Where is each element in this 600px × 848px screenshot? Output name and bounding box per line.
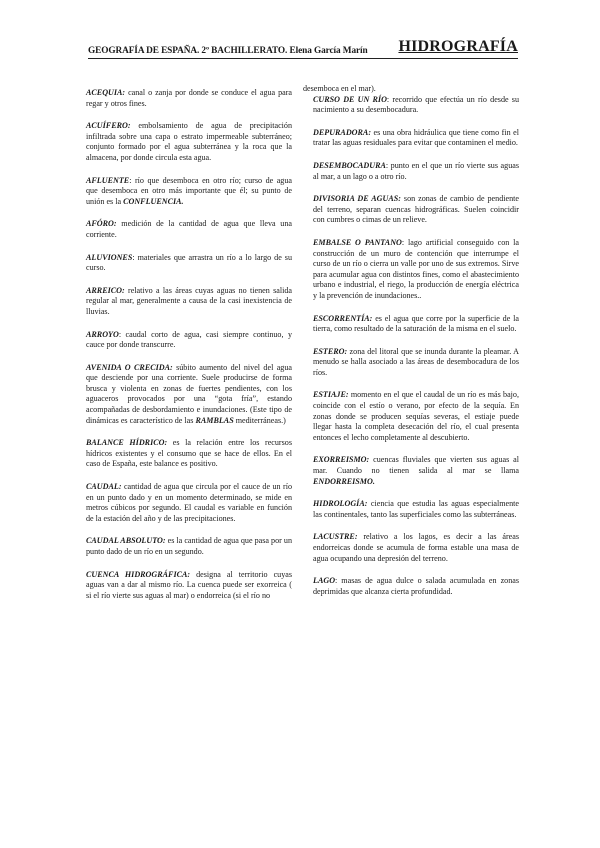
glossary-entry xyxy=(86,482,292,524)
glossary-entry xyxy=(313,390,519,443)
entry-definition: : lago artificial conseguido con la construcción de un muro de contención que interrumpe el curso de un río o cierra un valle por uno de sus extremos. Sirve para acumular agua con distintos fines, como el abastecimiento urbano e industrial, el riego, la producción de energía eléctrica y la prevención de inundaciones.. xyxy=(313,237,519,300)
entry-term: DESEMBOCADURA xyxy=(313,160,386,170)
entry-definition: : masas de agua dulce o salada acumulada en zonas deprimidas que alcanza cierta profundidad. xyxy=(313,576,519,596)
entry-definition-tail: mediterráneas.) xyxy=(233,415,286,425)
entry-term: CAUDAL ABSOLUTO: xyxy=(86,536,166,546)
entry-term: ACEQUIA: xyxy=(86,88,126,97)
entry-definition: es la cantidad de agua que pasa por un punto dado de un río en un segundo. xyxy=(86,536,292,556)
header-subtitle: GEOGRAFÍA DE ESPAÑA. 2º BACHILLERATO. Elena García Marín xyxy=(88,46,368,56)
entry-term: LACUSTRE: xyxy=(313,532,358,542)
page-title: HIDROGRAFÍA xyxy=(398,38,518,55)
glossary-entry xyxy=(313,455,519,487)
entry-definition: designa al territorio cuyas aguas van a dar al mismo río. La cuenca puede ser exorreica ( si el río vierte sus aguas al mar) o endorreica (si el río no xyxy=(86,569,292,600)
glossary-entry xyxy=(313,95,519,116)
entry-term-inline: RAMBLAS xyxy=(195,415,234,425)
entry-term: BALANCE HÍDRICO: xyxy=(86,438,168,448)
glossary-entry xyxy=(86,286,292,318)
entry-definition: : río que desemboca en otro río; curso de agua que desemboca en otro más importante que él; su punto de unión es la xyxy=(86,175,292,206)
entry-term: DIVISORIA DE AGUAS: xyxy=(313,194,401,204)
glossary-entry xyxy=(313,347,519,379)
entry-definition: momento en el que el caudal de un río es más bajo, coincide con el estío o verano, por efecto de la sequía. En zonas donde se producen sequías severas, el estiaje puede llegar hasta la completa desecación del río, el cual presenta entonces el lecho completamente al descubierto. xyxy=(313,390,519,442)
entry-definition: cantidad de agua que circula por el cauce de un río en un punto dado y en un momento determinado, se mide en metros cúbicos por segundo. El caudal es variable en función de la estación del año y de las precipitaciones. xyxy=(86,482,292,523)
entry-definition: relativo a las áreas cuyas aguas no tienen salida regular al mar, generalmente a causa de la casi inexistencia de lluvias. xyxy=(86,285,292,316)
entry-term: CURSO DE UN RÍO xyxy=(313,94,387,104)
entry-definition: : materiales que arrastra un río a lo largo de su curso. xyxy=(86,252,292,273)
glossary-entry xyxy=(313,194,519,226)
entry-definition: súbito aumento del nivel del agua que desciende por una corriente. Suele producirse de forma brusca y violenta en zonas de fuertes pendientes, con los aguaceros provocados por una “gota fría”, estando acompañadas de desbordamiento e inundaciones. (Este tipo de dinámicas es característico de las xyxy=(86,362,292,425)
entry-definition: relativo a los lagos, es decir a las áreas endorreicas donde se acumula de forma estable una masa de agua ocupando una depresión del terreno. xyxy=(313,532,519,563)
entry-definition: medición de la cantidad de agua que lleva una corriente. xyxy=(86,219,292,239)
right-column xyxy=(303,84,519,609)
entry-term: ALUVIONES xyxy=(86,252,133,262)
entry-definition: : punto en el que un río vierte sus aguas al mar, a un lago o a otro río. xyxy=(313,160,519,181)
glossary-entry xyxy=(313,238,519,302)
entry-term: ARROYO xyxy=(86,329,119,339)
glossary-entry xyxy=(86,330,292,351)
entry-definition: canal o zanja por donde se conduce el agua para regar y otros fines. xyxy=(86,88,292,108)
glossary-entry xyxy=(86,121,292,163)
glossary-entry xyxy=(313,576,519,597)
page-header xyxy=(88,38,518,59)
entry-term: ESCORRENTÍA: xyxy=(313,313,373,323)
entry-definition: ciencia que estudia las aguas especialmente las continentales, tanto las superficiales como las subterráneas. xyxy=(313,499,519,519)
glossary-entry xyxy=(86,363,292,427)
glossary-entry xyxy=(86,219,292,240)
entry-term: CAUDAL: xyxy=(86,482,122,492)
entry-term: ESTERO: xyxy=(313,346,348,356)
glossary-entry xyxy=(86,253,292,274)
glossary-entry xyxy=(86,570,292,602)
entry-term: AFLUENTE xyxy=(86,175,130,185)
glossary-entry xyxy=(313,128,519,149)
glossary-entry xyxy=(313,532,519,564)
entry-term: HIDROLOGÍA: xyxy=(313,499,368,509)
entry-term: ACUÍFERO: xyxy=(86,121,131,131)
entry-definition: son zonas de cambio de pendiente del terreno, separan cuencas hidrográficas. Suelen coincidir con cumbres o cimas de un relieve. xyxy=(313,194,519,225)
glossary-entry xyxy=(86,88,292,109)
continued-text: desemboca en el mar). xyxy=(303,84,376,93)
entry-term: AFÓRO: xyxy=(86,219,117,229)
entry-definition: zona del litoral que se inunda durante la pleamar. A menudo se halla asociado a las áreas de desembocadura de los ríos. xyxy=(313,346,519,377)
entry-term: ESTIAJE: xyxy=(313,390,349,400)
entry-definition: cuencas fluviales que vierten sus aguas al mar. Cuando no tienen salida al mar se llama xyxy=(313,455,519,476)
glossary-entry xyxy=(313,161,519,182)
entry-term-inline: ENDORREISMO. xyxy=(313,476,375,486)
entry-term: EXORREISMO: xyxy=(313,455,370,465)
entry-term-inline: CONFLUENCIA. xyxy=(123,196,184,206)
entry-term: DEPURADORA: xyxy=(313,127,372,137)
entry-definition: es la relación entre los recursos hídricos existentes y el consumo que se hace de ellos. En el caso de España, este balance es positivo. xyxy=(86,438,292,469)
entry-term: EMBALSE O PANTANO xyxy=(313,237,402,247)
glossary-entry xyxy=(86,176,292,208)
glossary-entry xyxy=(313,499,519,520)
entry-definition: es una obra hidráulica que tiene como fin el tratar las aguas residuales para evitar que contaminen el medio. xyxy=(313,127,519,148)
entry-term: LAGO xyxy=(313,576,336,586)
entry-definition: es el agua que corre por la superficie de la tierra, como resultado de la saturación de la misma en el suelo. xyxy=(313,313,519,334)
entry-definition: : recorrido que efectúa un río desde su nacimiento a su desembocadura. xyxy=(313,94,519,115)
glossary-entry xyxy=(313,314,519,335)
entry-definition: embolsamiento de agua de precipitación infiltrada sobre una capa o estrato impermeable subterráneo; conjunto formado por el agua subterránea y la roca que la almacena, por donde circula esta agua. xyxy=(86,121,292,162)
entry-definition: : caudal corto de agua, casi siempre continuo, y cauce por donde transcurre. xyxy=(86,329,292,350)
glossary-entry xyxy=(86,438,292,470)
entry-term: ARREICO: xyxy=(86,285,125,295)
left-column xyxy=(86,88,292,613)
entry-term: AVENIDA O CRECIDA: xyxy=(86,362,173,372)
glossary-entry xyxy=(86,536,292,557)
entry-term: CUENCA HIDROGRÁFICA: xyxy=(86,569,191,579)
